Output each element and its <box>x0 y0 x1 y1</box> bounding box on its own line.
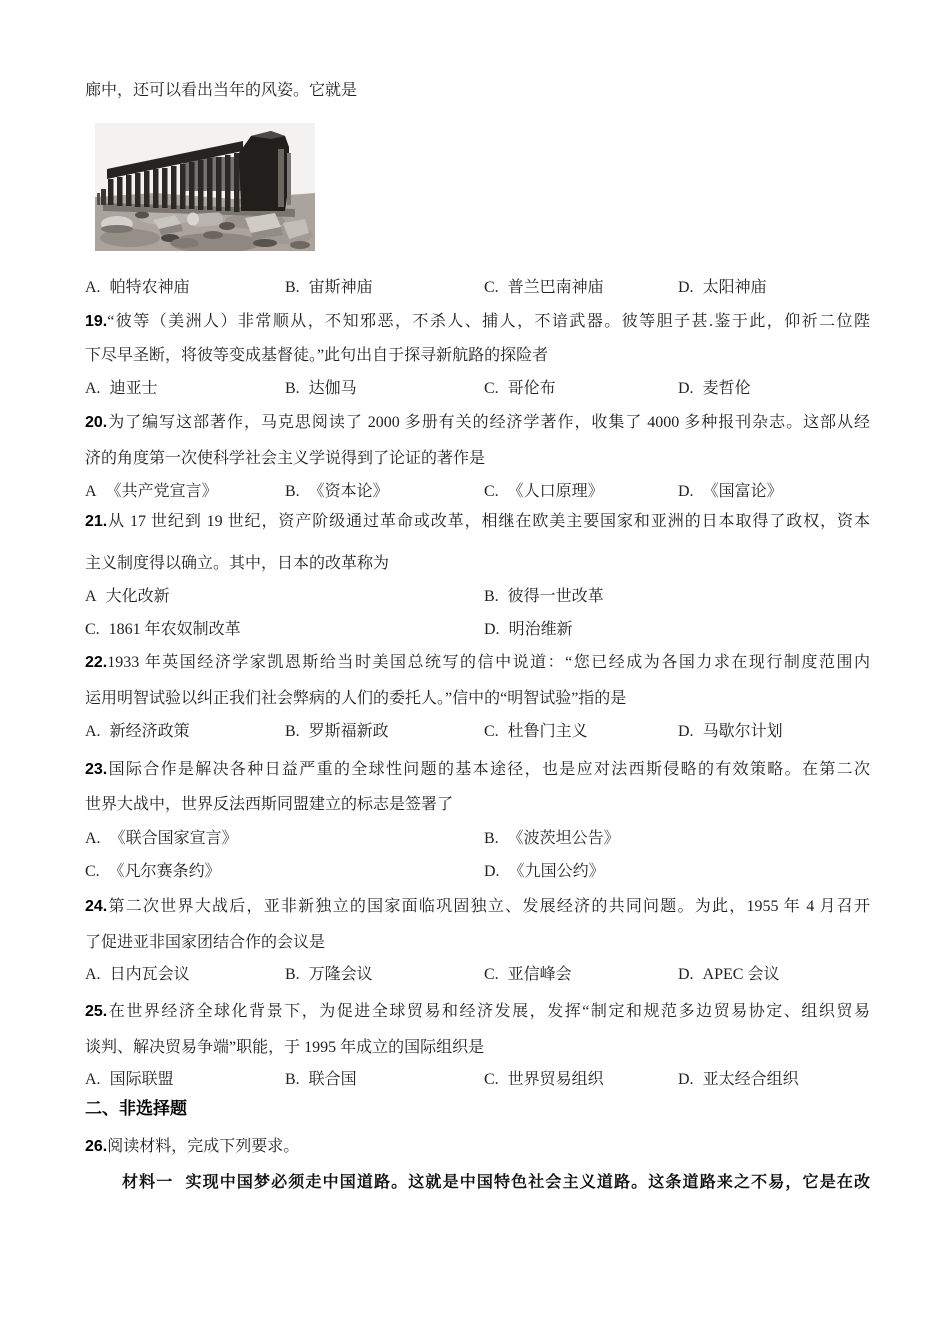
question-19-line-2 <box>85 345 870 366</box>
option-text: 亚太经合组织 <box>702 1071 799 1088</box>
question-23-line-2 <box>85 794 870 815</box>
option-text: APEC 会议 <box>702 966 780 983</box>
question-25-line-2 <box>85 1037 870 1058</box>
question-20-options-row <box>85 481 870 503</box>
question-text: 从 17 世纪到 19 世纪，资产阶级通过革命或改革，相继在欧美主要国家和亚洲的日本取得了政权，资本 <box>107 513 870 530</box>
option-label: D. <box>678 483 694 500</box>
question-21-line-2 <box>85 553 870 574</box>
option-label: B. <box>285 483 300 500</box>
question-19-options-row <box>85 378 870 400</box>
option-25-D <box>678 1069 799 1090</box>
option-label: A. <box>85 723 101 740</box>
option-19-B <box>285 378 357 399</box>
option-text: 太阳神庙 <box>702 279 767 296</box>
question-21-options-row-1 <box>85 586 870 608</box>
option-24-D <box>678 964 779 985</box>
question-number: 23. <box>85 761 108 778</box>
question-text: 运用明智试验以纠正我们社会弊病的人们的委托人。”信中的“明智试验”指的是 <box>85 690 627 707</box>
option-text: 世界贸易组织 <box>507 1071 604 1088</box>
option-text: 大化改新 <box>105 588 170 605</box>
option-text: 《九国公约》 <box>508 863 605 880</box>
option-text: 《国富论》 <box>702 483 783 500</box>
option-label: C. <box>484 380 499 397</box>
option-21-D <box>484 619 573 640</box>
question-20-line-2 <box>85 448 870 469</box>
option-text: 《共产党宣言》 <box>105 483 218 500</box>
question-24-line-2 <box>85 932 870 953</box>
option-22-C <box>484 721 588 742</box>
option-21-C <box>85 619 241 640</box>
option-label: C. <box>484 723 499 740</box>
question-23-options-row-2 <box>85 861 870 883</box>
option-label: C. <box>484 279 499 296</box>
question-21-options-row-2 <box>85 619 870 641</box>
question-text: 济的角度第一次使科学社会主义学说得到了论证的著作是 <box>85 450 486 467</box>
option-label: A <box>85 483 97 500</box>
option-23-A <box>85 828 238 849</box>
option-text: 日内瓦会议 <box>109 966 190 983</box>
option-text: 宙斯神庙 <box>308 279 373 296</box>
material-label: 材料一 <box>122 1174 174 1191</box>
option-label: C. <box>85 621 100 638</box>
stem-text: 廊中，还可以看出当年的风姿。它就是 <box>85 82 358 99</box>
option-21-A <box>85 586 170 607</box>
option-label: A. <box>85 279 101 296</box>
option-label: D. <box>678 279 694 296</box>
option-19-D <box>678 378 751 399</box>
question-text: 第二次世界大战后，亚非新独立的国家面临巩固独立、发展经济的共同问题。为此，1955 年 4 月召开 <box>107 898 870 915</box>
question-23-line-1 <box>85 759 870 780</box>
option-label: D. <box>484 621 500 638</box>
option-18-A <box>85 277 190 298</box>
option-22-A <box>85 721 190 742</box>
option-text: 《资本论》 <box>308 483 389 500</box>
question-text: 主义制度得以确立。其中，日本的改革称为 <box>85 555 390 572</box>
option-20-B <box>285 481 389 502</box>
question-number: 24. <box>85 898 108 915</box>
option-23-D <box>484 861 605 882</box>
question-number: 22. <box>85 654 108 671</box>
question-number: 20. <box>85 414 108 431</box>
option-18-D <box>678 277 767 298</box>
option-text: 《联合国家宣言》 <box>109 830 238 847</box>
option-text: 《人口原理》 <box>507 483 604 500</box>
question-21-line-1 <box>85 511 870 532</box>
option-text: 帕特农神庙 <box>109 279 190 296</box>
option-text: 杜鲁门主义 <box>507 723 588 740</box>
question-text: 世界大战中，世界反法西斯同盟建立的标志是签署了 <box>85 796 454 813</box>
option-text: 亚信峰会 <box>507 966 572 983</box>
section-2-heading <box>85 1098 870 1119</box>
parthenon-photo-graphic <box>95 123 315 251</box>
question-text: 为了编写这部著作，马克思阅读了 2000 多册有关的经济学著作，收集了 4000 多种报刊杂志。这部从经 <box>107 414 870 431</box>
question-23-options-row-1 <box>85 828 870 850</box>
question-number: 21. <box>85 513 108 530</box>
question-text: 国际合作是解决各种日益严重的全球性问题的基本途径，也是应对法西斯侵略的有效策略。在第二次 <box>107 761 870 778</box>
option-text: 1861 年农奴制改革 <box>108 621 241 638</box>
option-25-C <box>484 1069 604 1090</box>
option-18-C <box>484 277 604 298</box>
question-number: 19. <box>85 313 108 330</box>
option-text: 《凡尔赛条约》 <box>108 863 221 880</box>
question-text: 谈判、解决贸易争端”职能，于 1995 年成立的国际组织是 <box>85 1039 485 1056</box>
option-text: 罗斯福新政 <box>308 723 389 740</box>
question-number: 25. <box>85 1003 108 1020</box>
option-label: A. <box>85 380 101 397</box>
option-19-C <box>484 378 556 399</box>
option-label: D. <box>678 966 694 983</box>
question-18-options-row <box>85 277 870 299</box>
option-text: 达伽马 <box>308 380 357 397</box>
question-text: 在世界经济全球化背景下，为促进全球贸易和经济发展，发挥“制定和规范多边贸易协定、组织贸易 <box>107 1003 870 1020</box>
option-text: 国际联盟 <box>109 1071 174 1088</box>
option-21-B <box>484 586 604 607</box>
option-text: 彼得一世改革 <box>507 588 604 605</box>
option-text: 普兰巴南神庙 <box>507 279 604 296</box>
question-text: 下尽早圣断，将彼等变成基督徒。”此句出自于探寻新航路的探险者 <box>85 347 549 364</box>
option-18-B <box>285 277 373 298</box>
option-23-C <box>85 861 221 882</box>
option-label: C. <box>484 1071 499 1088</box>
option-label: A. <box>85 1071 101 1088</box>
option-text: 联合国 <box>308 1071 357 1088</box>
option-22-B <box>285 721 389 742</box>
option-label: B. <box>484 588 499 605</box>
option-label: C. <box>85 863 100 880</box>
question-26-line-1 <box>85 1136 870 1157</box>
option-label: B. <box>484 830 499 847</box>
option-20-D <box>678 481 783 502</box>
question-text: “彼等（美洲人）非常顺从，不知邪恶，不杀人、捕人，不谙武器。彼等胆子甚.鉴于此，仰祈二位陛 <box>107 313 870 330</box>
option-19-A <box>85 378 158 399</box>
option-label: B. <box>285 279 300 296</box>
material-text: 实现中国梦必须走中国道路。这就是中国特色社会主义道路。这条道路来之不易，它是在改 <box>185 1174 870 1191</box>
question-24-options-row <box>85 964 870 986</box>
option-20-C <box>484 481 604 502</box>
option-label: C. <box>484 483 499 500</box>
option-text: 明治维新 <box>508 621 573 638</box>
option-text: 万隆会议 <box>308 966 373 983</box>
option-25-B <box>285 1069 357 1090</box>
question-18-stem-tail <box>85 80 870 101</box>
option-24-A <box>85 964 190 985</box>
question-number: 26. <box>85 1138 108 1155</box>
option-text: 新经济政策 <box>109 723 190 740</box>
option-25-A <box>85 1069 174 1090</box>
question-22-line-1 <box>85 652 870 673</box>
parthenon-photo <box>95 123 315 251</box>
option-text: 麦哲伦 <box>702 380 751 397</box>
option-label: B. <box>285 723 300 740</box>
question-26-material-1 <box>122 1172 870 1193</box>
option-text: 马歇尔计划 <box>702 723 783 740</box>
question-22-line-2 <box>85 688 870 709</box>
question-text: 1933 年英国经济学家凯恩斯给当时美国总统写的信中说道：“您已经成为各国力求在现行制度范围内 <box>107 654 870 671</box>
question-text: 阅读材料，完成下列要求。 <box>107 1138 300 1155</box>
option-label: D. <box>678 723 694 740</box>
question-19-line-1 <box>85 311 870 332</box>
option-20-A <box>85 481 218 502</box>
option-text: 哥伦布 <box>507 380 556 397</box>
question-20-line-1 <box>85 412 870 433</box>
question-text: 了促进亚非国家团结合作的会议是 <box>85 934 326 951</box>
option-label: A <box>85 588 97 605</box>
option-label: A. <box>85 830 101 847</box>
option-label: D. <box>678 380 694 397</box>
option-label: D. <box>678 1071 694 1088</box>
question-25-line-1 <box>85 1001 870 1022</box>
option-label: B. <box>285 380 300 397</box>
option-24-C <box>484 964 572 985</box>
option-label: D. <box>484 863 500 880</box>
question-25-options-row <box>85 1069 870 1091</box>
option-label: A. <box>85 966 101 983</box>
question-24-line-1 <box>85 896 870 917</box>
option-label: B. <box>285 966 300 983</box>
option-text: 迪亚士 <box>109 380 158 397</box>
question-22-options-row <box>85 721 870 743</box>
option-24-B <box>285 964 373 985</box>
option-label: C. <box>484 966 499 983</box>
option-22-D <box>678 721 783 742</box>
option-text: 《波茨坦公告》 <box>507 830 620 847</box>
section-heading-text: 二、非选择题 <box>85 1099 187 1118</box>
option-label: B. <box>285 1071 300 1088</box>
option-23-B <box>484 828 620 849</box>
